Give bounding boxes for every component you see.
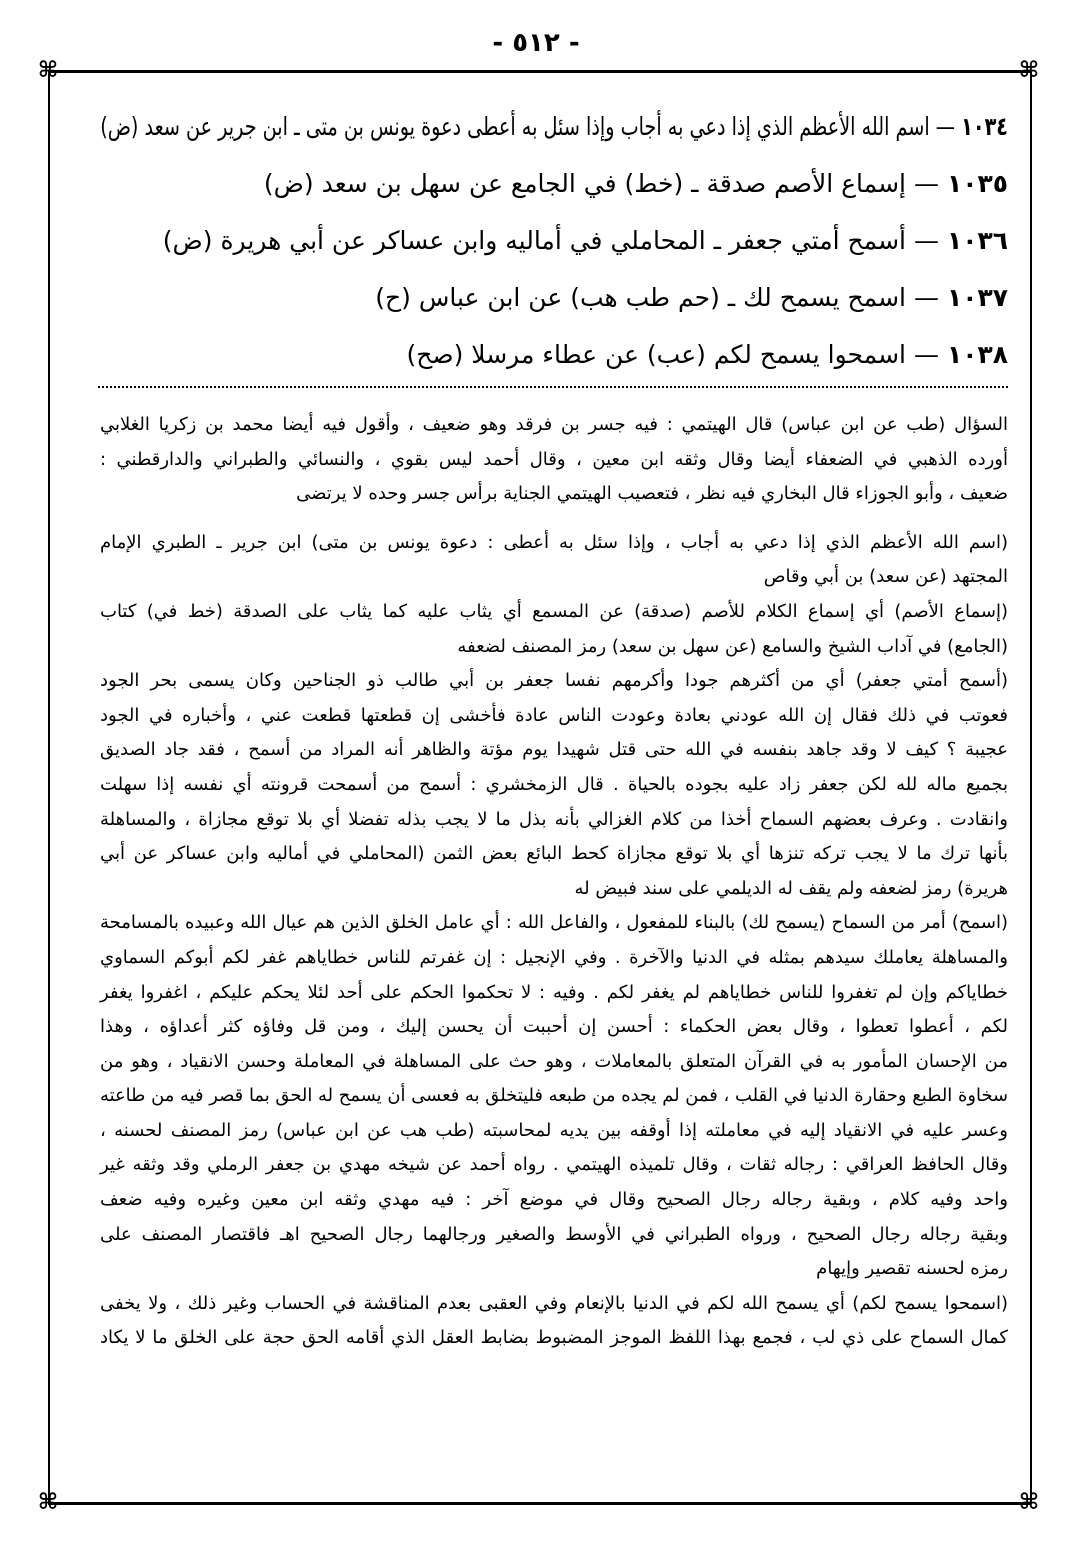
- entry-text: — أسمح أمتي جعفر ـ المحاملي في أماليه وابن عساكر عن أبي هريرة (ض): [162, 226, 939, 255]
- paragraph-gap: [100, 512, 1008, 526]
- commentary-paragraph: [100, 595, 1008, 664]
- bottom-rule: [48, 1502, 1030, 1505]
- commentary-line: ضعيف ، وأبو الجوزاء قال البخاري فيه نظر ، فتعصيب الهيتمي الجناية برأس جسر وحده لا يرتضى: [296, 483, 1008, 505]
- commentary-line: (الجامع) في آداب الشيخ والسامع (عن سهل بن سعد) رمز المصنف لضعفه: [457, 635, 1008, 657]
- entry-number: ١٠٣٥: [946, 169, 1008, 198]
- corner-ornament-icon: ⌘: [37, 58, 59, 83]
- entry-number: ١٠٣٦: [946, 226, 1008, 255]
- entry-number: ١٠٣٨: [946, 340, 1008, 369]
- hadith-entry: [100, 98, 1008, 155]
- commentary-line: المجتهد (عن سعد) بن أبي وقاص: [763, 566, 1008, 588]
- commentary-line: (إسماع الأصم) أي إسماع الكلام للأصم (صدقة) عن المسمع أي يثاب عليه كما يثاب على الصدقة (خط في) كتاب: [100, 600, 1008, 622]
- entry-text: — اسمحوا يسمح لكم (عب) عن عطاء مرسلا (صح): [406, 340, 939, 369]
- commentary-line: (أسمح أمتي جعفر) أي من أكثرهم جودا وأكرمهم نفسا جعفر بن أبي طالب ذو الجناحين وكان يسمى بحر الجود: [100, 670, 1008, 692]
- commentary-line: خطاياكم وإن لم تغفروا للناس خطاياهم لم يغفر لكم . وفيه : لا تحكموا الحكم على أحد لئلا يحكم عليكم ، اغفروا يغفر: [100, 981, 1008, 1003]
- commentary-paragraph: [100, 1287, 1008, 1356]
- corner-ornament-icon: ⌘: [37, 1490, 59, 1515]
- entry-text: — إسماع الأصم صدقة ـ (خط) في الجامع عن سهل بن سعد (ض): [263, 169, 939, 198]
- entry-text: — اسمح يسمح لك ـ (حم طب هب) عن ابن عباس (ح): [375, 283, 939, 312]
- commentary-paragraph: [100, 906, 1008, 1287]
- commentary-line: وانقادت . وعرف بعضهم السماح أخذا من كلام الغزالي بأنه بذل ما لا يجب بذله تفضلا أي بلا توقع مجازاة ، والمساهلة: [100, 808, 1008, 830]
- entry-number: ١٠٣٤: [961, 112, 1008, 141]
- commentary-line: والمساهلة يعاملك سيدهم بمثله في الدنيا والآخرة . وفي الإنجيل : إن غفرتم للناس خطاياهم غفر لكم أبوكم السماوي: [100, 946, 1008, 968]
- dotted-separator: [98, 386, 1008, 388]
- commentary-paragraph: [100, 408, 1008, 512]
- commentary-line: هريرة) رمز لضعفه ولم يقف له الديلمي على سند فبيض له: [574, 877, 1008, 899]
- commentary-line: وبقية رجاله رجال الصحيح ، ورواه الطبراني في الأوسط والصغير ورجالهما رجال الصحيح اهـ فاقتصار المصنف على: [100, 1223, 1008, 1245]
- commentary-line: واحد وفيه كلام ، وبقية رجاله رجال الصحيح وقال في موضع آخر : فيه مهدي وثقه ابن معين وغيره وفيه ضعف: [100, 1189, 1008, 1211]
- commentary-line: (اسمح) أمر من السماح (يسمح لك) بالبناء للمفعول ، والفاعل الله : أي عامل الخلق الذين هم عيال الله وعبيده بالمسامحة: [100, 912, 1008, 934]
- commentary-line: (اسم الله الأعظم الذي إذا دعي به أجاب ، وإذا سئل به أعطى : دعوة يونس بن متى) ابن جرير ـ الطبري الإمام: [100, 531, 1008, 553]
- commentary-line: عجيبة ؟ كيف لا وقد جاهد بنفسه في الله حتى قتل شهيدا يوم مؤتة والظاهر أنه المراد من أسمح ، فقد جاد الصديق: [100, 739, 1008, 761]
- commentary-line: كمال السماح على ذي لب ، فجمع بهذا اللفظ الموجز المضبوط بضابط العقل الذي أقامه الحق حجة على الخلق ما لا يكاد: [100, 1327, 1008, 1349]
- entry-text: — اسم الله الأعظم الذي إذا دعي به أجاب وإذا سئل به أعطى دعوة يونس بن متى ـ ابن جرير عن سعد (ض): [100, 112, 956, 141]
- commentary-line: سخاوة الطبع وحقارة الدنيا في القلب ، فمن لم يجده من طبعه فليتخلق به فعسى أن يسمح له الحق بما قصر فيه من طاعته: [100, 1085, 1008, 1107]
- commentary-line: من الإحسان المأمور به في القرآن المتعلق بالمعاملات ، وهو حث على المساهلة في المعاملة وحسن الانقياد ، وهو من: [100, 1050, 1008, 1072]
- hadith-entry: [100, 155, 1008, 212]
- commentary-line: رمزه لحسنه تقصير وإيهام: [816, 1258, 1008, 1280]
- commentary-line: أورده الذهبي في الضعفاء أيضا وقال وثقه ابن معين ، وقال أحمد ليس بقوي ، والنسائي والطبراني والدارقطني :: [100, 448, 1008, 470]
- commentary-line: بجميع ماله لله لكن جعفر زاد عليه بجوده بالحياة . قال الزمخشري : أسمح من أسمحت قرونته أي نفسه إذا سهلت: [100, 773, 1008, 795]
- commentary-line: (اسمحوا يسمح لكم) أي يسمح الله لكم في الدنيا بالإنعام وفي العقبى بعدم المناقشة في الحساب وغير ذلك ، ولا يخفى: [100, 1292, 1008, 1314]
- commentary: [100, 408, 1008, 1356]
- commentary-paragraph: [100, 664, 1008, 906]
- hadith-entry: [100, 212, 1008, 269]
- corner-ornament-icon: ⌘: [1018, 58, 1040, 83]
- commentary-line: فعوتب في ذلك فقال إن الله عودني بعادة وعودت الناس عادة فأخشى إن قطعتها قطعت عني ، وأخباره في الجود: [100, 704, 1008, 726]
- commentary-line: وعسر عليه في الانقياد إليه في معاملته إذا أوقفه بين يديه لمحاسبته (طب هب عن ابن عباس) رمز المصنف لحسنه ،: [100, 1119, 1008, 1141]
- hadith-entries: [100, 98, 1008, 383]
- corner-ornament-icon: ⌘: [1018, 1490, 1040, 1515]
- page-number: - ٥١٢ -: [492, 28, 580, 58]
- entry-number: ١٠٣٧: [946, 283, 1008, 312]
- commentary-line: بأنها ترك ما لا يجب تركه تنزها أي بلا توقع مجازاة كحط البائع بعض الثمن (المحاملي في أماليه وابن عساكر عن أبي: [100, 843, 1008, 865]
- commentary-line: السؤال (طب عن ابن عباس) قال الهيتمي : فيه جسر بن فرقد وهو ضعيف ، وأقول فيه أيضا محمد بن زكريا الغلابي: [100, 414, 1008, 435]
- commentary-line: لكم ، أعطوا تعطوا ، وقال بعض الحكماء : أحسن إن أحببت أن يحسن إليك ، ومن قل وفاؤه كثر أعداؤه ، وهذا: [100, 1016, 1008, 1038]
- hadith-entry: [100, 269, 1008, 326]
- hadith-entry: [100, 326, 1008, 383]
- commentary-paragraph: [100, 526, 1008, 595]
- commentary-line: وقال الحافظ العراقي : رجاله ثقات ، وقال تلميذه الهيتمي . رواه أحمد عن شيخه مهدي بن جعفر الرملي وقد وثقه غير: [100, 1154, 1008, 1176]
